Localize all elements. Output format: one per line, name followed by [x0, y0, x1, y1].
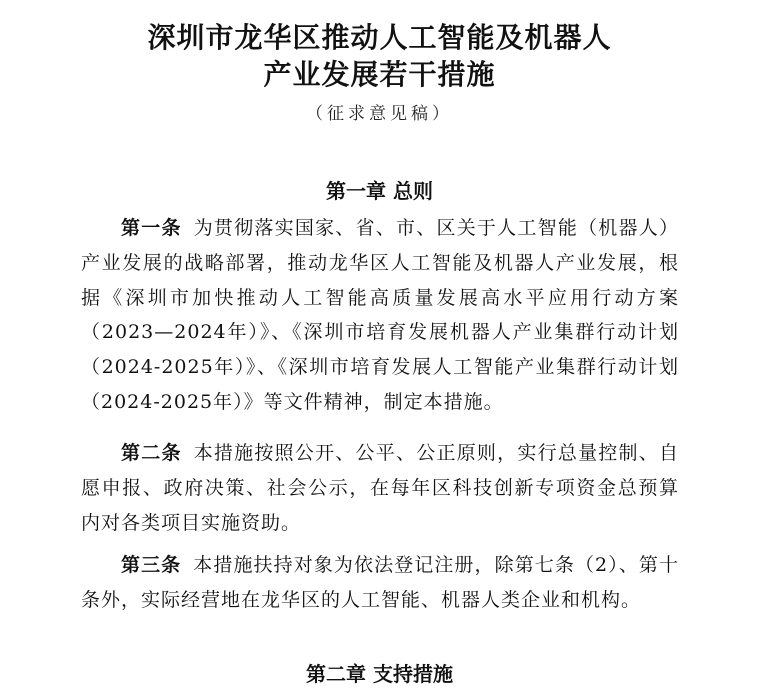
- article-1: [81, 211, 679, 420]
- document-title-line1: 深圳市龙华区推动人工智能及机器人: [147, 21, 612, 54]
- article-2-text: 本措施按照公开、公平、公正原则，实行总量控制、自愿申报、政府决策、社会公示，在每年区科技创新专项资金总预算内对各类项目实施资助。: [81, 442, 679, 534]
- article-3-text: 本措施扶持对象为依法登记注册，除第七条（2）、第十条外，实际经营地在龙华区的人工智能、机器人类企业和机构。: [81, 554, 679, 611]
- article-3-label: 第三条: [121, 554, 182, 576]
- chapter-heading-2: 第二章 支持措施: [306, 662, 453, 686]
- article-3: [81, 548, 679, 618]
- document-subtitle: （征求意见稿）: [306, 104, 453, 124]
- article-1-label: 第一条: [121, 217, 182, 239]
- article-2-label: 第二条: [121, 442, 182, 464]
- article-1-text: 为贯彻落实国家、省、市、区关于人工智能（机器人）产业发展的战略部署，推动龙华区人工智能及机器人产业发展，根据《深圳市加快推动人工智能高质量发展高水平应用行动方案（2023—2024年）》、《深圳市培育发展机器人产业集群行动计划（2024-2025年）》、《深圳市培育发展人工智能产业集群行动计划（2024-2025年）》等文件精神，制定本措施。: [81, 217, 679, 413]
- chapter-heading-1: 第一章 总则: [326, 179, 433, 203]
- article-2: [81, 436, 679, 540]
- document-title-line2: 产业发展若干措施: [263, 58, 496, 91]
